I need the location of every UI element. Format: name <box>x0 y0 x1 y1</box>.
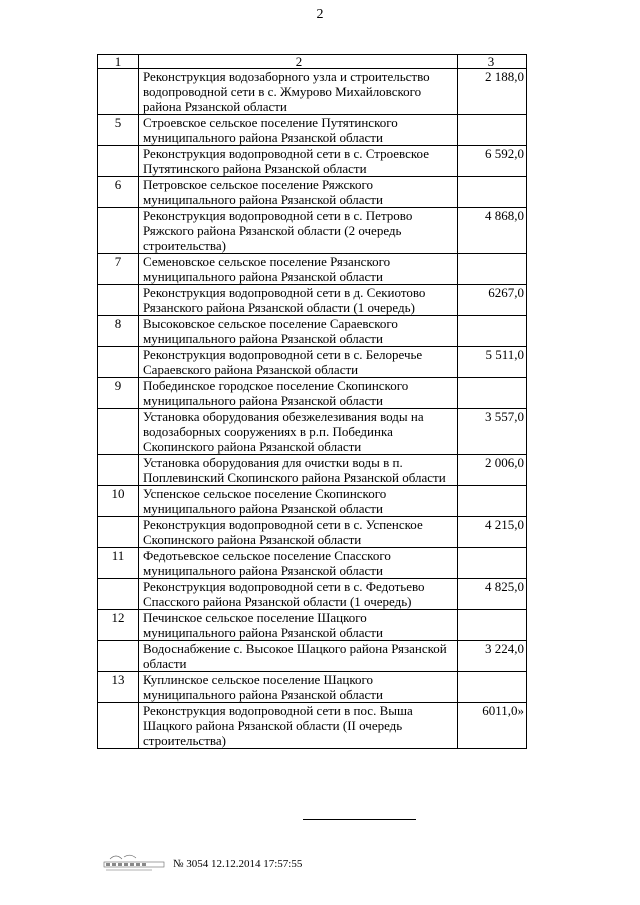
row-amount-cell: 5 511,0 <box>458 347 527 378</box>
table-header-row <box>98 55 527 69</box>
row-amount-cell: 2 006,0 <box>458 455 527 486</box>
table-row <box>98 641 527 672</box>
row-number-cell <box>98 579 139 610</box>
row-description-cell: Реконструкция водопроводной сети в д. Секиотово Рязанского района Рязанской области (1 очередь) <box>139 285 458 316</box>
table-row <box>98 378 527 409</box>
row-number-cell: 6 <box>98 177 139 208</box>
header-col-3: 3 <box>458 55 527 69</box>
row-amount-cell: 2 188,0 <box>458 69 527 115</box>
row-amount-cell <box>458 115 527 146</box>
header-col-2: 2 <box>139 55 458 69</box>
row-description-cell: Реконструкция водопроводной сети в с. Петрово Ряжского района Рязанской области (2 очередь строительства) <box>139 208 458 254</box>
table-row <box>98 517 527 548</box>
row-number-cell <box>98 455 139 486</box>
page-number: 2 <box>316 7 324 22</box>
row-description-cell: Установка оборудования обезжелезивания воды на водозаборных сооружениях в р.п. Побединка Скопинского района Рязанской области <box>139 409 458 455</box>
document-registration-number: № 3054 12.12.2014 17:57:55 <box>173 858 303 870</box>
table-row <box>98 610 527 641</box>
row-description-cell: Федотьевское сельское поселение Спасского муниципального района Рязанской области <box>139 548 458 579</box>
row-amount-cell: 4 825,0 <box>458 579 527 610</box>
row-amount-cell <box>458 316 527 347</box>
row-description-cell: Водоснабжение с. Высокое Шацкого района Рязанской области <box>139 641 458 672</box>
row-number-cell: 8 <box>98 316 139 347</box>
row-number-cell <box>98 703 139 749</box>
row-amount-cell: 3 557,0 <box>458 409 527 455</box>
row-number-cell <box>98 641 139 672</box>
row-description-cell: Куплинское сельское поселение Шацкого муниципального района Рязанской области <box>139 672 458 703</box>
row-number-cell: 7 <box>98 254 139 285</box>
row-amount-cell <box>458 254 527 285</box>
footer-divider <box>303 819 416 820</box>
row-amount-cell: 6011,0» <box>458 703 527 749</box>
row-description-cell: Высоковское сельское поселение Сараевского муниципального района Рязанской области <box>139 316 458 347</box>
row-amount-cell: 6267,0 <box>458 285 527 316</box>
table-row <box>98 455 527 486</box>
row-description-cell: Петровское сельское поселение Ряжского муниципального района Рязанской области <box>139 177 458 208</box>
row-amount-cell <box>458 610 527 641</box>
row-amount-cell <box>458 548 527 579</box>
table-row <box>98 347 527 378</box>
table-row <box>98 486 527 517</box>
row-amount-cell <box>458 177 527 208</box>
row-description-cell: Реконструкция водопроводной сети в с. Белоречье Сараевского района Рязанской области <box>139 347 458 378</box>
row-description-cell: Реконструкция водопроводной сети в с. Строевское Путятинского района Рязанской области <box>139 146 458 177</box>
table-row <box>98 548 527 579</box>
row-description-cell: Побединское городское поселение Скопинского муниципального района Рязанской области <box>139 378 458 409</box>
row-number-cell: 9 <box>98 378 139 409</box>
table-row <box>98 69 527 115</box>
row-amount-cell <box>458 378 527 409</box>
row-number-cell <box>98 347 139 378</box>
row-amount-cell <box>458 486 527 517</box>
table-row <box>98 672 527 703</box>
table-row <box>98 115 527 146</box>
row-amount-cell: 3 224,0 <box>458 641 527 672</box>
row-number-cell: 11 <box>98 548 139 579</box>
budget-table <box>97 54 527 749</box>
table-row <box>98 579 527 610</box>
row-number-cell <box>98 285 139 316</box>
row-description-cell: Строевское сельское поселение Путятинского муниципального района Рязанской области <box>139 115 458 146</box>
row-description-cell: Реконструкция водопроводной сети в с. Федотьево Спасского района Рязанской области (1 очередь) <box>139 579 458 610</box>
row-number-cell: 10 <box>98 486 139 517</box>
row-number-cell <box>98 208 139 254</box>
table-row <box>98 254 527 285</box>
row-amount-cell: 4 215,0 <box>458 517 527 548</box>
row-amount-cell <box>458 672 527 703</box>
table-row <box>98 177 527 208</box>
row-number-cell <box>98 69 139 115</box>
row-number-cell: 12 <box>98 610 139 641</box>
row-number-cell <box>98 517 139 548</box>
row-description-cell: Реконструкция водопроводной сети в пос. Выша Шацкого района Рязанской области (II очередь строительства) <box>139 703 458 749</box>
table-row <box>98 316 527 347</box>
row-amount-cell: 4 868,0 <box>458 208 527 254</box>
row-number-cell: 5 <box>98 115 139 146</box>
table-row <box>98 208 527 254</box>
row-amount-cell: 6 592,0 <box>458 146 527 177</box>
table-row <box>98 703 527 749</box>
table-row <box>98 146 527 177</box>
registration-stamp-logo <box>102 851 168 873</box>
table-row <box>98 409 527 455</box>
row-description-cell: Реконструкция водозаборного узла и строительство водопроводной сети в с. Жмурово Михайловского района Рязанской области <box>139 69 458 115</box>
row-number-cell <box>98 409 139 455</box>
row-description-cell: Реконструкция водопроводной сети в с. Успенское Скопинского района Рязанской области <box>139 517 458 548</box>
row-description-cell: Успенское сельское поселение Скопинского муниципального района Рязанской области <box>139 486 458 517</box>
table-row <box>98 285 527 316</box>
row-number-cell <box>98 146 139 177</box>
row-number-cell: 13 <box>98 672 139 703</box>
row-description-cell: Печинское сельское поселение Шацкого муниципального района Рязанской области <box>139 610 458 641</box>
header-col-1: 1 <box>98 55 139 69</box>
row-description-cell: Установка оборудования для очистки воды в п. Поплевинский Скопинского района Рязанской области <box>139 455 458 486</box>
row-description-cell: Семеновское сельское поселение Рязанского муниципального района Рязанской области <box>139 254 458 285</box>
